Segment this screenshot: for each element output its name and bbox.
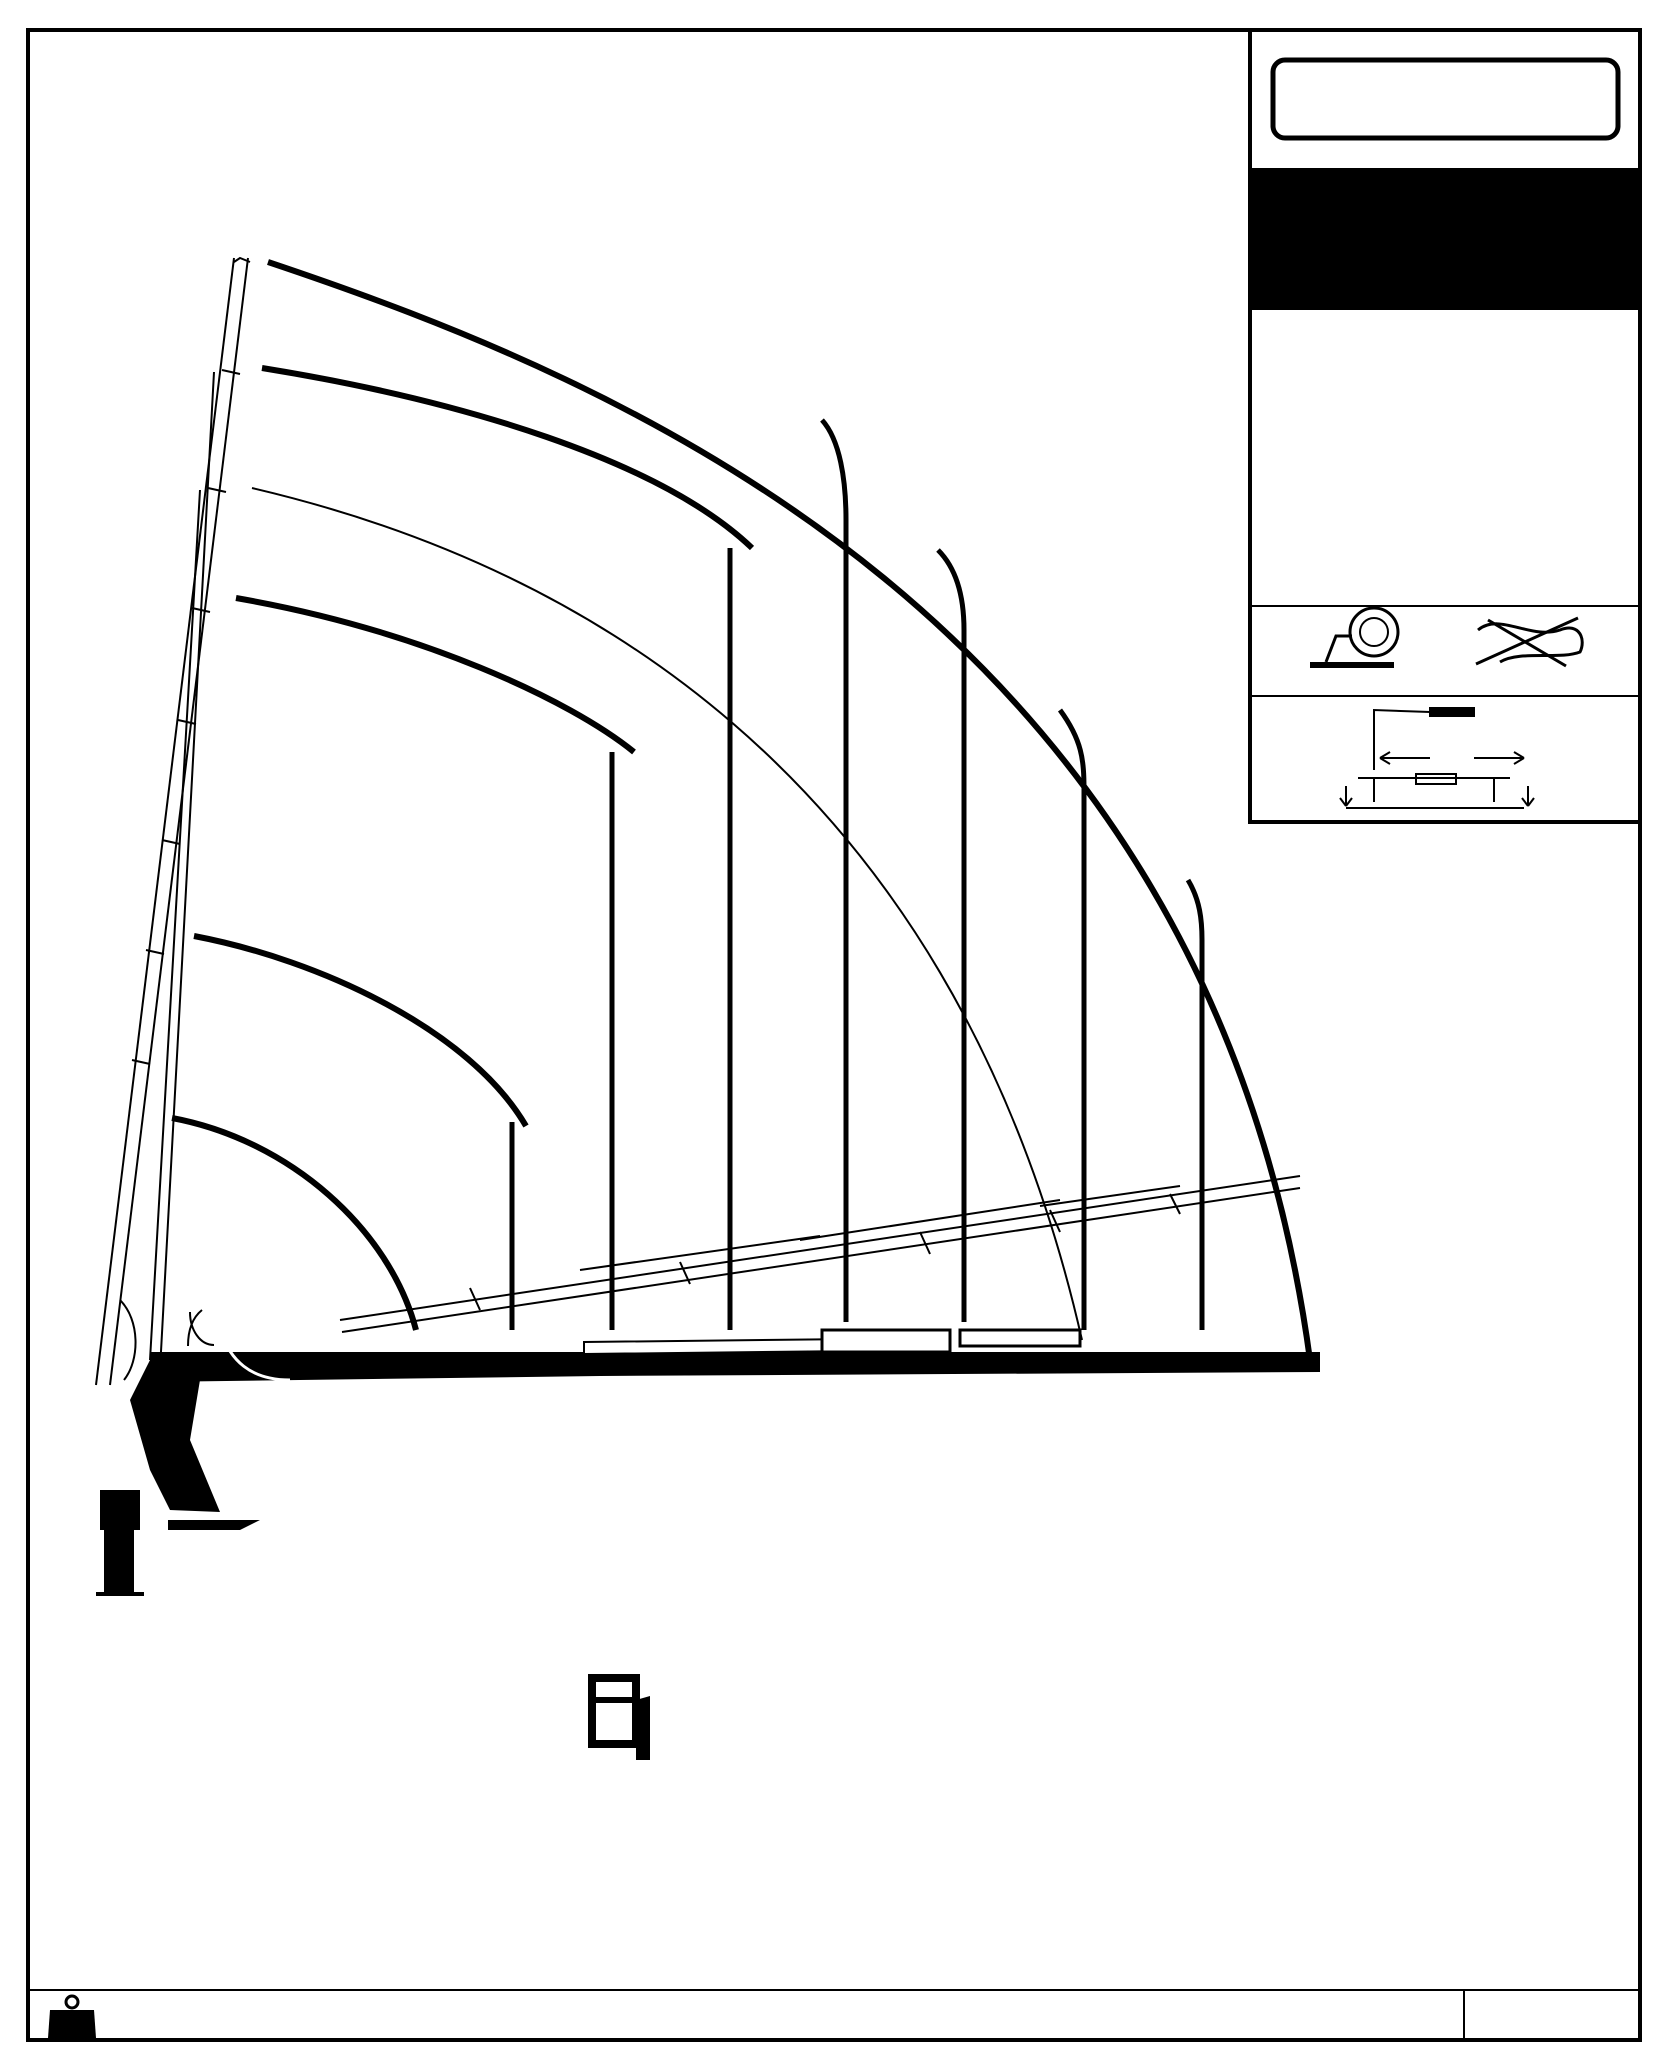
crane-base [96, 1312, 1320, 1594]
jib-diagram [592, 1678, 650, 1760]
curve-20000 [194, 936, 526, 1126]
model-banner [1252, 168, 1638, 310]
boom-10deg [340, 1176, 1300, 1332]
outer-envelope-curve [268, 262, 1310, 1360]
curve-10800 [262, 368, 752, 548]
working-curves [172, 262, 1310, 1360]
boom-vertical [96, 258, 250, 1385]
curve-22500 [172, 1118, 416, 1330]
kg-weight-icon [48, 1996, 96, 2038]
info-panel [1250, 30, 1640, 822]
curve-13300 [252, 488, 1082, 1340]
curve-15000 [236, 598, 634, 752]
